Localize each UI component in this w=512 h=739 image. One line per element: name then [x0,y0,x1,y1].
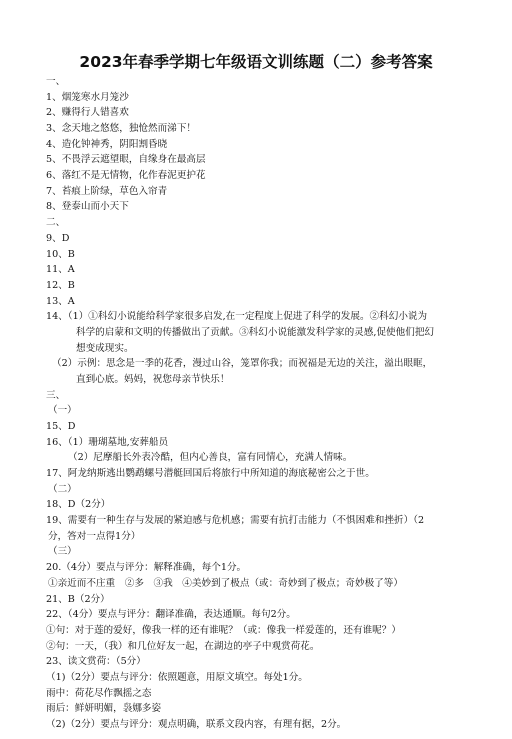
answer-line: 6、落红不是无情物，化作春泥更护花 [46,170,206,181]
answer-line: 14、（1）①科幻小说能给科学家很多启发,在一定程度上促进了科学的发展。②科幻小说为 [46,311,428,322]
answer-line: 雨中：荷花尽作飘摇之态 [46,688,152,699]
answer-line: 直到心底。妈妈，祝您母亲节快乐！ [76,374,230,385]
answer-line: 11、A [46,264,75,275]
answer-line: （2）示例：思念是一季的花香，漫过山谷，笼罩你我；而祝福是无边的关注，溢出眼眶， [52,358,433,369]
answer-line: 10、B [46,249,75,260]
answer-line: 二、 [46,217,66,228]
answer-line: 5、不畏浮云遮望眼，自缘身在最高层 [46,154,206,165]
answer-line: 分，答对一点得1分） [48,531,141,542]
answer-line: （三） [48,546,77,557]
answer-line: 13、A [46,296,75,307]
answer-line: ①亲近而不庄重 ②多 ③我 ④美妙到了极点（或：奇妙到了极点；奇妙极了等） [48,578,403,589]
answer-line: ①句：对于莲的爱好，像我一样的还有谁呢？（或：像我一样爱莲的，还有谁呢？） [46,625,401,636]
answer-line: 科学的启蒙和文明的传播做出了贡献。③科幻小说能激发科学家的灵感,促使他们把幻 [76,327,435,338]
answer-line: 三、 [46,390,66,401]
answer-line: 一、 [46,76,66,87]
answer-line: 15、D [46,421,76,432]
answer-line: 3、念天地之悠悠，独怆然而涕下！ [46,123,197,134]
answer-line: 4、造化钟神秀，阴阳割昏晓 [46,139,168,150]
answer-line: 17、阿龙纳斯逃出鹦鹉螺号潜艇回国后将旅行中所知道的海底秘密公之于世。 [46,468,375,479]
answer-line: 1、烟笼寒水月笼沙 [46,92,129,103]
answer-line: 16、（1）珊瑚墓地,安葬船员 [46,437,169,448]
answer-line: 23、读文赏荷：（5分） [46,656,146,667]
answer-line: 2、赚得行人错喜欢 [46,107,129,118]
answer-line: （2）尼摩船长外表冷酷，但内心善良，富有同情心，充满人情味。 [68,452,353,463]
answer-line: 9、D [46,233,70,244]
answer-line: （一） [48,405,77,416]
answer-line: 7、苔痕上阶绿，草色入帘青 [46,186,168,197]
answer-line: 18、D（2分） [46,499,111,510]
answer-line: ②句：一天，（我）和几位好友一起，在湖边的亭子中观赏荷花。 [46,641,320,652]
answer-line: 8、登泰山而小天下 [46,201,129,212]
answer-line: （2)（2分）要点与评分：观点明确，联系文段内容，有理有据，2分。 [46,719,347,730]
answer-line: 21、B（2分） [46,594,110,605]
answer-line: 19、需要有一种生存与发展的紧迫感与危机感；需要有抗打击能力（不惧困难和挫折）（2 [46,515,425,526]
answer-line: 雨后：鲜妍明媚，袅娜多姿 [46,703,162,714]
answer-line: （二） [48,484,77,495]
answer-line: 想变成现实。 [76,343,134,354]
answer-line: （1)（2分）要点与评分：依照题意，用原文填空。每处1分。 [46,672,308,683]
answer-line: 22、（4分）要点与评分：翻译准确，表达通顺。每句2分。 [46,609,296,620]
document-title: 2023年春季学期七年级语文训练题（二）参考答案 [79,53,433,71]
answer-line: 20.（4分）要点与评分：解释准确，每个1分。 [46,562,247,573]
answer-line: 12、B [46,280,75,291]
